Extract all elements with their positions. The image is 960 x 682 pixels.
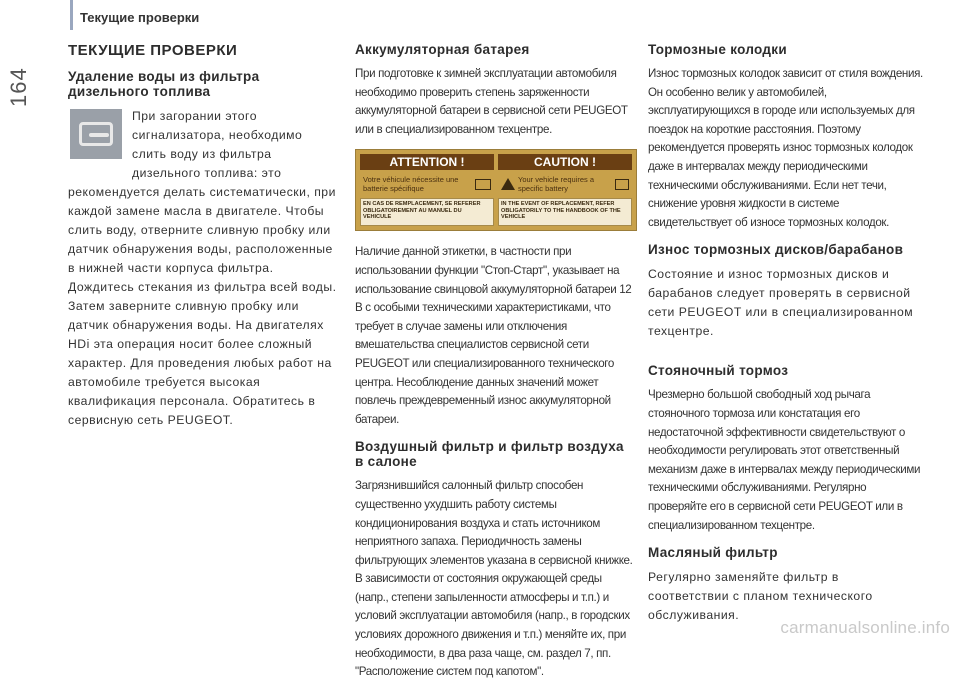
battery-icon [475, 179, 491, 190]
fuel-filter-text-1: При загорании этого сигнализатора, необходимо слить воду из фильтра дизельного топлива: это [132, 109, 303, 180]
header-title: Текущие проверки [80, 10, 200, 25]
header-accent-bar [70, 0, 73, 30]
brake-pads-title: Тормозные колодки [648, 42, 787, 57]
manual-book-icon [615, 179, 629, 190]
column-2 [355, 38, 635, 682]
label-right-head: CAUTION ! [498, 154, 632, 170]
air-filter-title: Воздушный фильтр и фильтр воздуха в салоне [355, 439, 624, 470]
battery-text: Наличие данной этикетки, в частности при использовании функции "Стоп-Старт", указывает на использование свинцовой аккумуляторной батареи 12 В с особыми техническими характеристиками, что требует в случае замены или отключения вмешательства специалистов сервисной сети PEUGEOT или специализированного технического центра. Несоблюдение данных значений может повлечь преждевременный износ аккумуляторной батареи. [355, 245, 632, 426]
watermark: carmanualsonline.info [780, 618, 950, 637]
page-number: 164 [6, 67, 31, 107]
fuel-filter-text-2: рекомендуется делать систематически, при каждой замене масла в двигателе. Чтобы слить воду, отверните сливную пробку или датчик обнаружения воды, расположенные в нижней части корпуса фильтра. Дождитесь стекания из фильтра всей воды. Затем заверните сливную пробку или датчик обнаружения воды. На двигателях HDi эта операция носит более сложный характер. Для проведения любых работ на автомобиле требуется высокая квалификация персонала. Обратитесь в сервисную сеть PEUGEOT. [68, 185, 337, 427]
battery-title: Аккумуляторная батарея [355, 42, 530, 57]
label-french [360, 154, 494, 226]
label-right-mid: Your vehicle requires a specific battery [518, 175, 595, 194]
battery-intro: При подготовке к зимней эксплуатации автомобиля необходимо проверить степень заряженности аккумуляторной батареи в сервисной сети PEUGEOT или в специализированном техцентре. [355, 67, 628, 136]
fuel-filter-block [68, 107, 340, 430]
label-english [498, 154, 632, 226]
oil-filter-title: Масляный фильтр [648, 545, 778, 561]
warning-triangle-icon [501, 178, 515, 190]
water-in-fuel-filter-icon [79, 122, 113, 146]
brake-discs-text: Состояние и износ тормозных дисков и барабанов следует проверять в сервисной сети PEUGEOT или в специализированном техцентре. [648, 267, 914, 339]
column-1 [68, 38, 340, 430]
battery-warning-label [355, 149, 637, 231]
section-title: ТЕКУЩИЕ ПРОВЕРКИ [68, 42, 238, 59]
brake-pads-text: Износ тормозных колодок зависит от стиля вождения. Он особенно велик у автомобилей, эксплуатирующихся в городе или используемых для поездок на короткие расстояния. Поэтому рекомендуется проверять износ тормозных колодок даже в интервалах между периодическими техническими обслуживаниями. Если нет течи, снижение уровня жидкости в системе свидетельствует об износе тормозных колодок. [648, 67, 923, 229]
brake-discs-title: Износ тормозных дисков/барабанов [648, 242, 904, 258]
fuel-filter-title: Удаление воды из фильтра дизельного топлива [68, 69, 260, 99]
air-filter-text: Загрязнившийся салонный фильтр способен существенно ухудшить работу системы кондиционирования воздуха и стать источником неприятного запаха. Периодичность замены фильтрующих элементов указана в сервисной книжке. В зависимости от состояния окружающей среды (напр., степени запыленности атмосферы и т.п.) и условий эксплуатации автомобиля (напр., в городских условиях дорожного движения и т.п.) меняйте их, при необходимости, в два раза чаще, см. раздел 7, пп. "Расположение систем под капотом". [355, 479, 633, 679]
oil-filter-text: Регулярно заменяйте фильтр в соответствии с планом технического обслуживания. [648, 570, 873, 623]
label-left-foot: EN CAS DE REMPLACEMENT, SE REFERER OBLIGATOIREMENT AU MANUEL DU VEHICULE [360, 198, 494, 226]
parking-brake-title: Стояночный тормоз [648, 363, 789, 379]
warning-lamp-box [70, 109, 122, 159]
label-left-mid: Votre véhicule nécessite une batterie spécifique [363, 175, 459, 194]
column-3 [648, 38, 923, 625]
label-left-head: ATTENTION ! [360, 154, 494, 170]
label-right-foot: IN THE EVENT OF REPLACEMENT, REFER OBLIGATORILY TO THE HANDBOOK OF THE VEHICLE [498, 198, 632, 226]
parking-brake-text: Чрезмерно большой свободный ход рычага стояночного тормоза или констатация его недостаточной эффективности свидетельствуют о необходимости регулировать этот ответственный механизм даже в интервалах между периодическими техническими обслуживаниями. Регулярно проверяйте его в сервисной сети PEUGEOT или в специализированном техцентре. [648, 388, 921, 532]
